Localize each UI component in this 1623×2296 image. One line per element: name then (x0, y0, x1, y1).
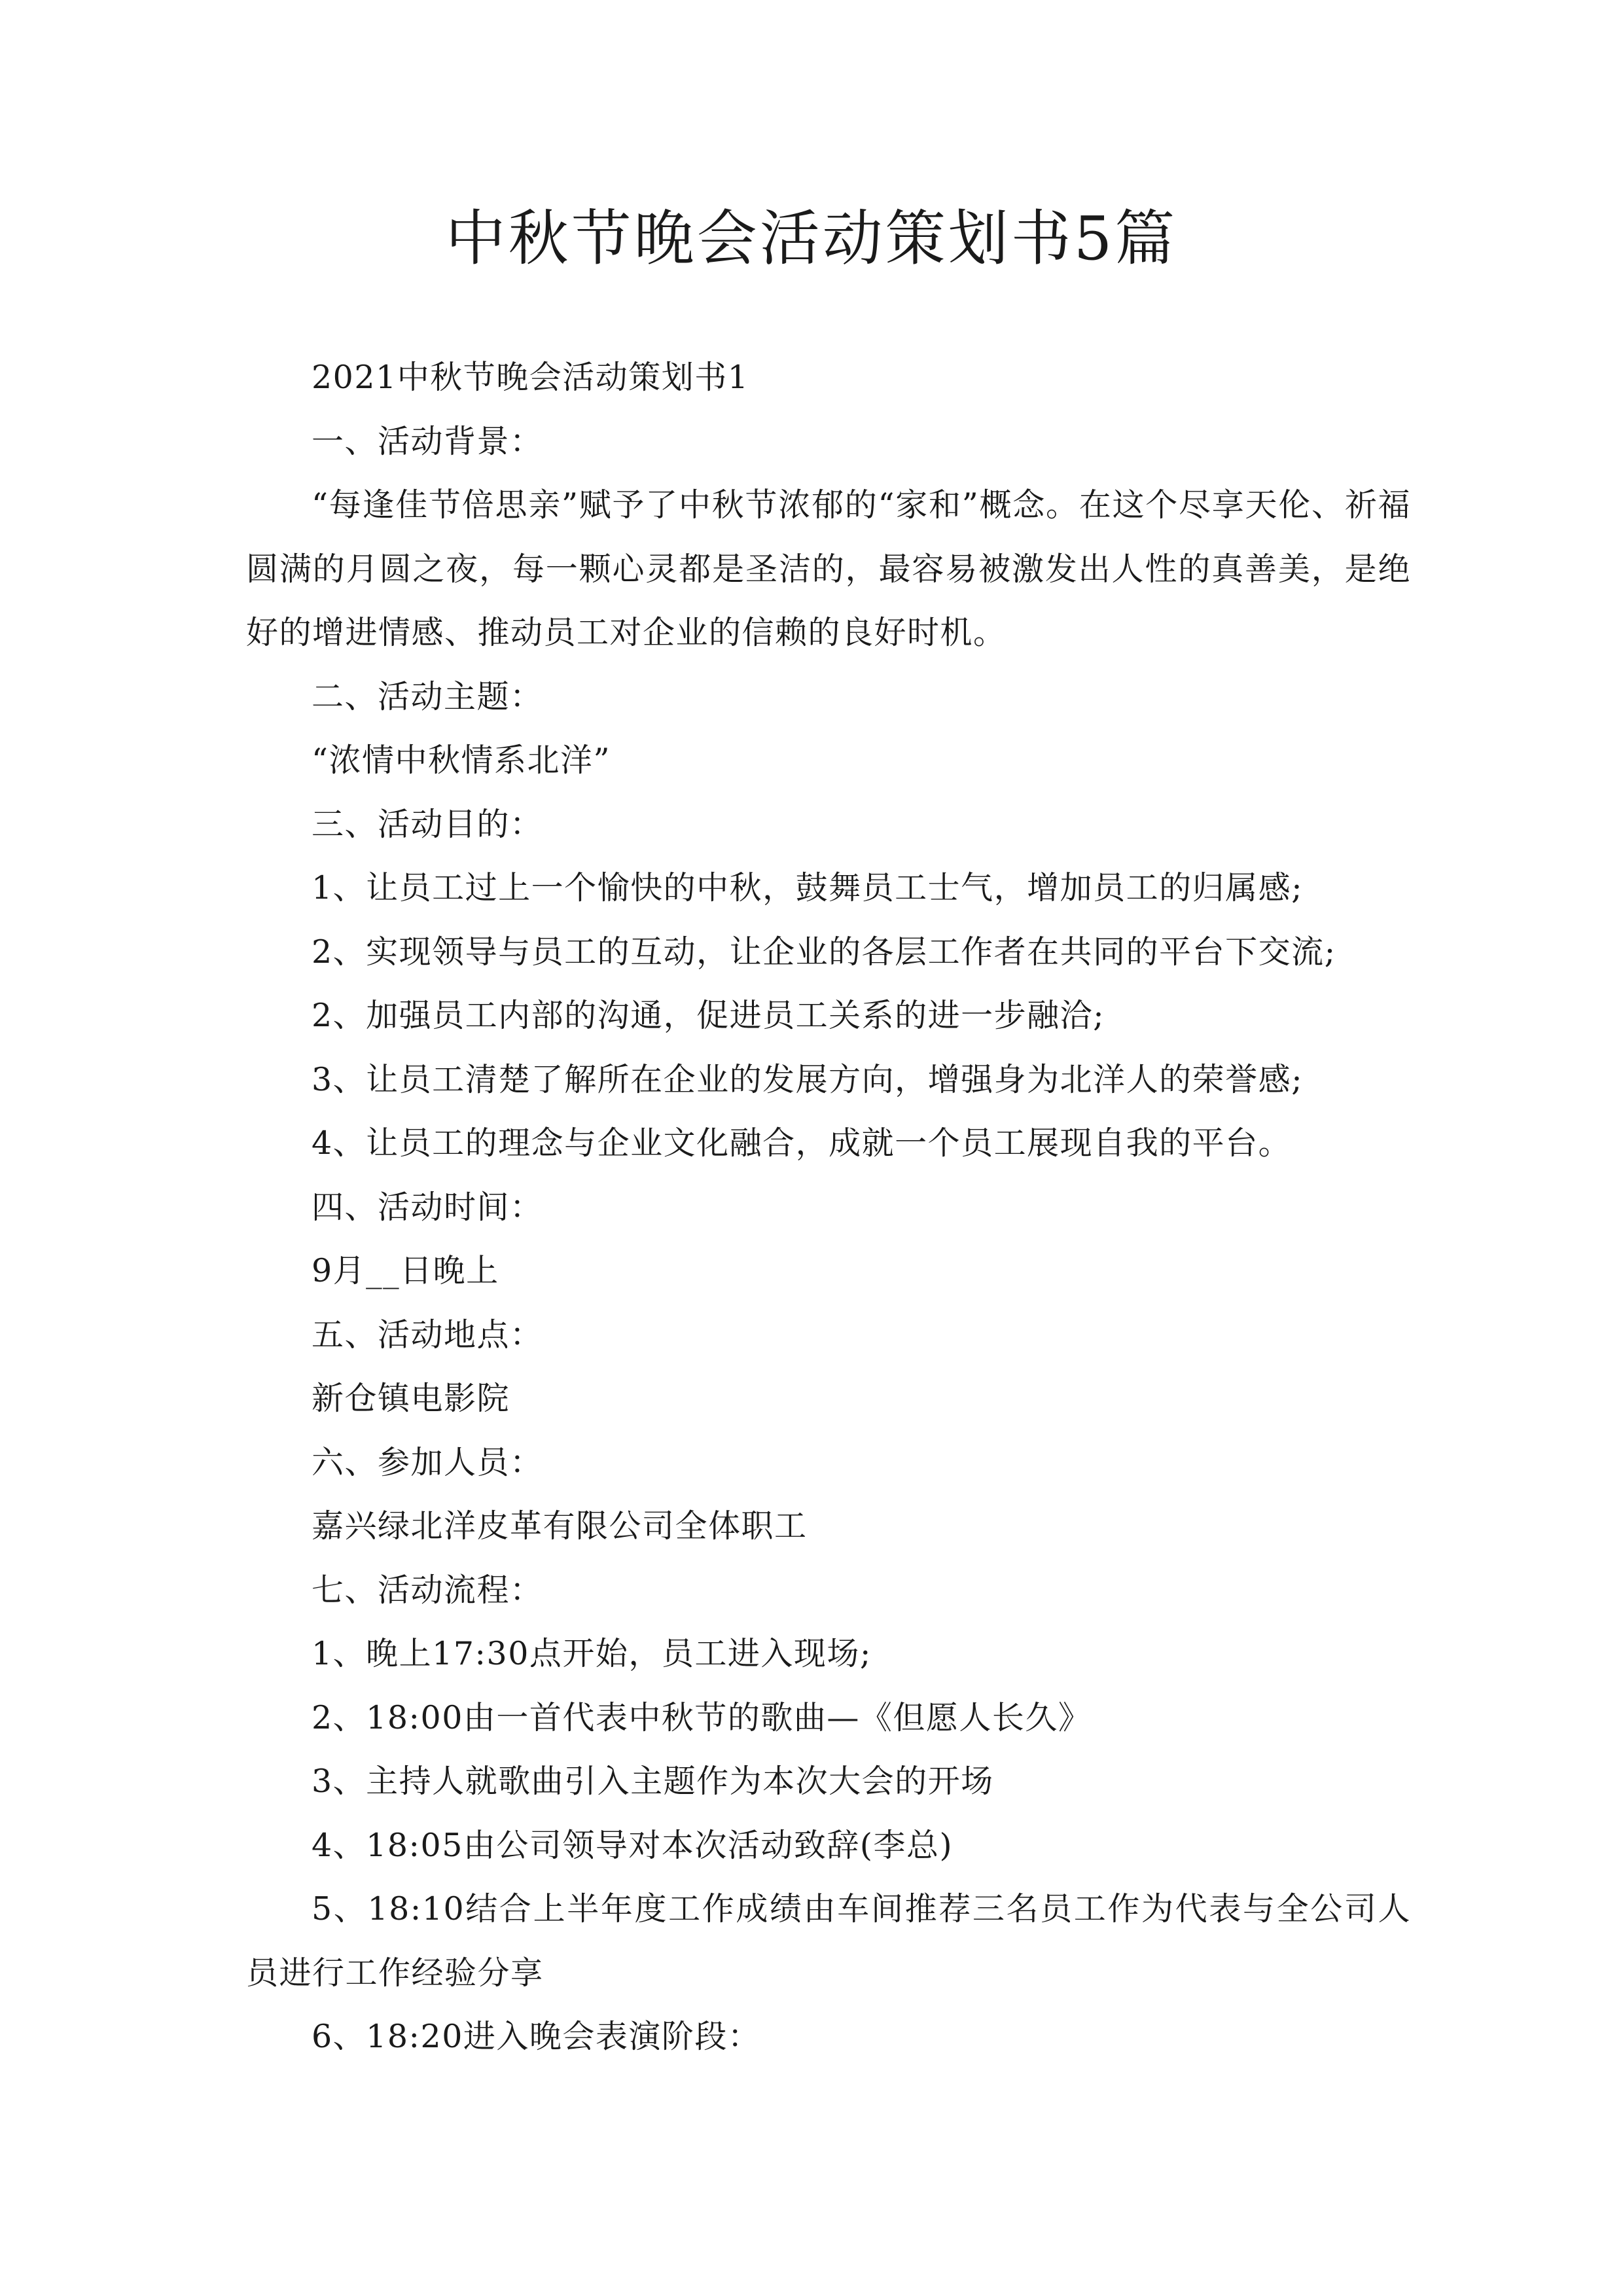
process-item: 4、18:05由公司领导对本次活动致辞(李总) (312, 1826, 954, 1864)
purpose-item: 3、让员工清楚了解所在企业的发展方向，增强身为北洋人的荣誉感; (312, 1060, 1304, 1098)
background-paragraph: “每逢佳节倍思亲”赋予了中秋节浓郁的“家和”概念。在这个尽享天伦、祈福圆满的月圆之夜，每一颗心灵都是圣洁的，最容易被激发出人性的真善美，是绝好的增进情感、推动员工对企业的信赖的良好时机。 (246, 486, 1411, 651)
section-heading-background: 一、活动背景： (312, 422, 543, 460)
document-body (246, 346, 1411, 2069)
section-heading-time: 四、活动时间： (312, 1188, 543, 1226)
section-heading-theme: 二、活动主题： (312, 677, 543, 715)
purpose-item: 2、实现领导与员工的互动，让企业的各层工作者在共同的平台下交流; (312, 933, 1336, 971)
subtitle-paragraph: 2021中秋节晚会活动策划书1 (312, 359, 749, 396)
process-item: 5、18:10结合上半年度工作成绩由车间推荐三名员工作为代表与全公司人员进行工作经验分享 (246, 1890, 1411, 1992)
process-item: 3、主持人就歌曲引入主题作为本次大会的开场 (312, 1763, 994, 1800)
section-heading-process: 七、活动流程： (312, 1571, 543, 1609)
time-paragraph: 9月__日晚上 (312, 1252, 499, 1289)
process-item: 2、18:00由一首代表中秋节的歌曲—《但愿人长久》 (312, 1698, 1092, 1736)
participants-paragraph: 嘉兴绿北洋皮革有限公司全体职工 (312, 1507, 808, 1545)
process-item: 1、晚上17:30点开始，员工进入现场; (312, 1635, 872, 1672)
process-item: 6、18:20进入晚会表演阶段： (312, 2018, 761, 2055)
section-heading-purpose: 三、活动目的： (312, 805, 543, 843)
purpose-item: 4、让员工的理念与企业文化融合，成就一个员工展现自我的平台。 (312, 1124, 1292, 1162)
theme-paragraph: “浓情中秋情系北洋” (312, 742, 611, 779)
section-heading-participants: 六、参加人员： (312, 1443, 543, 1481)
purpose-item: 2、加强员工内部的沟通，促进员工关系的进一步融洽; (312, 997, 1105, 1034)
location-paragraph: 新仓镇电影院 (312, 1380, 510, 1417)
purpose-item: 1、让员工过上一个愉快的中秋，鼓舞员工士气，增加员工的归属感; (312, 869, 1304, 906)
document-title: 中秋节晚会活动策划书5篇 (445, 204, 1178, 274)
section-heading-location: 五、活动地点： (312, 1316, 543, 1354)
